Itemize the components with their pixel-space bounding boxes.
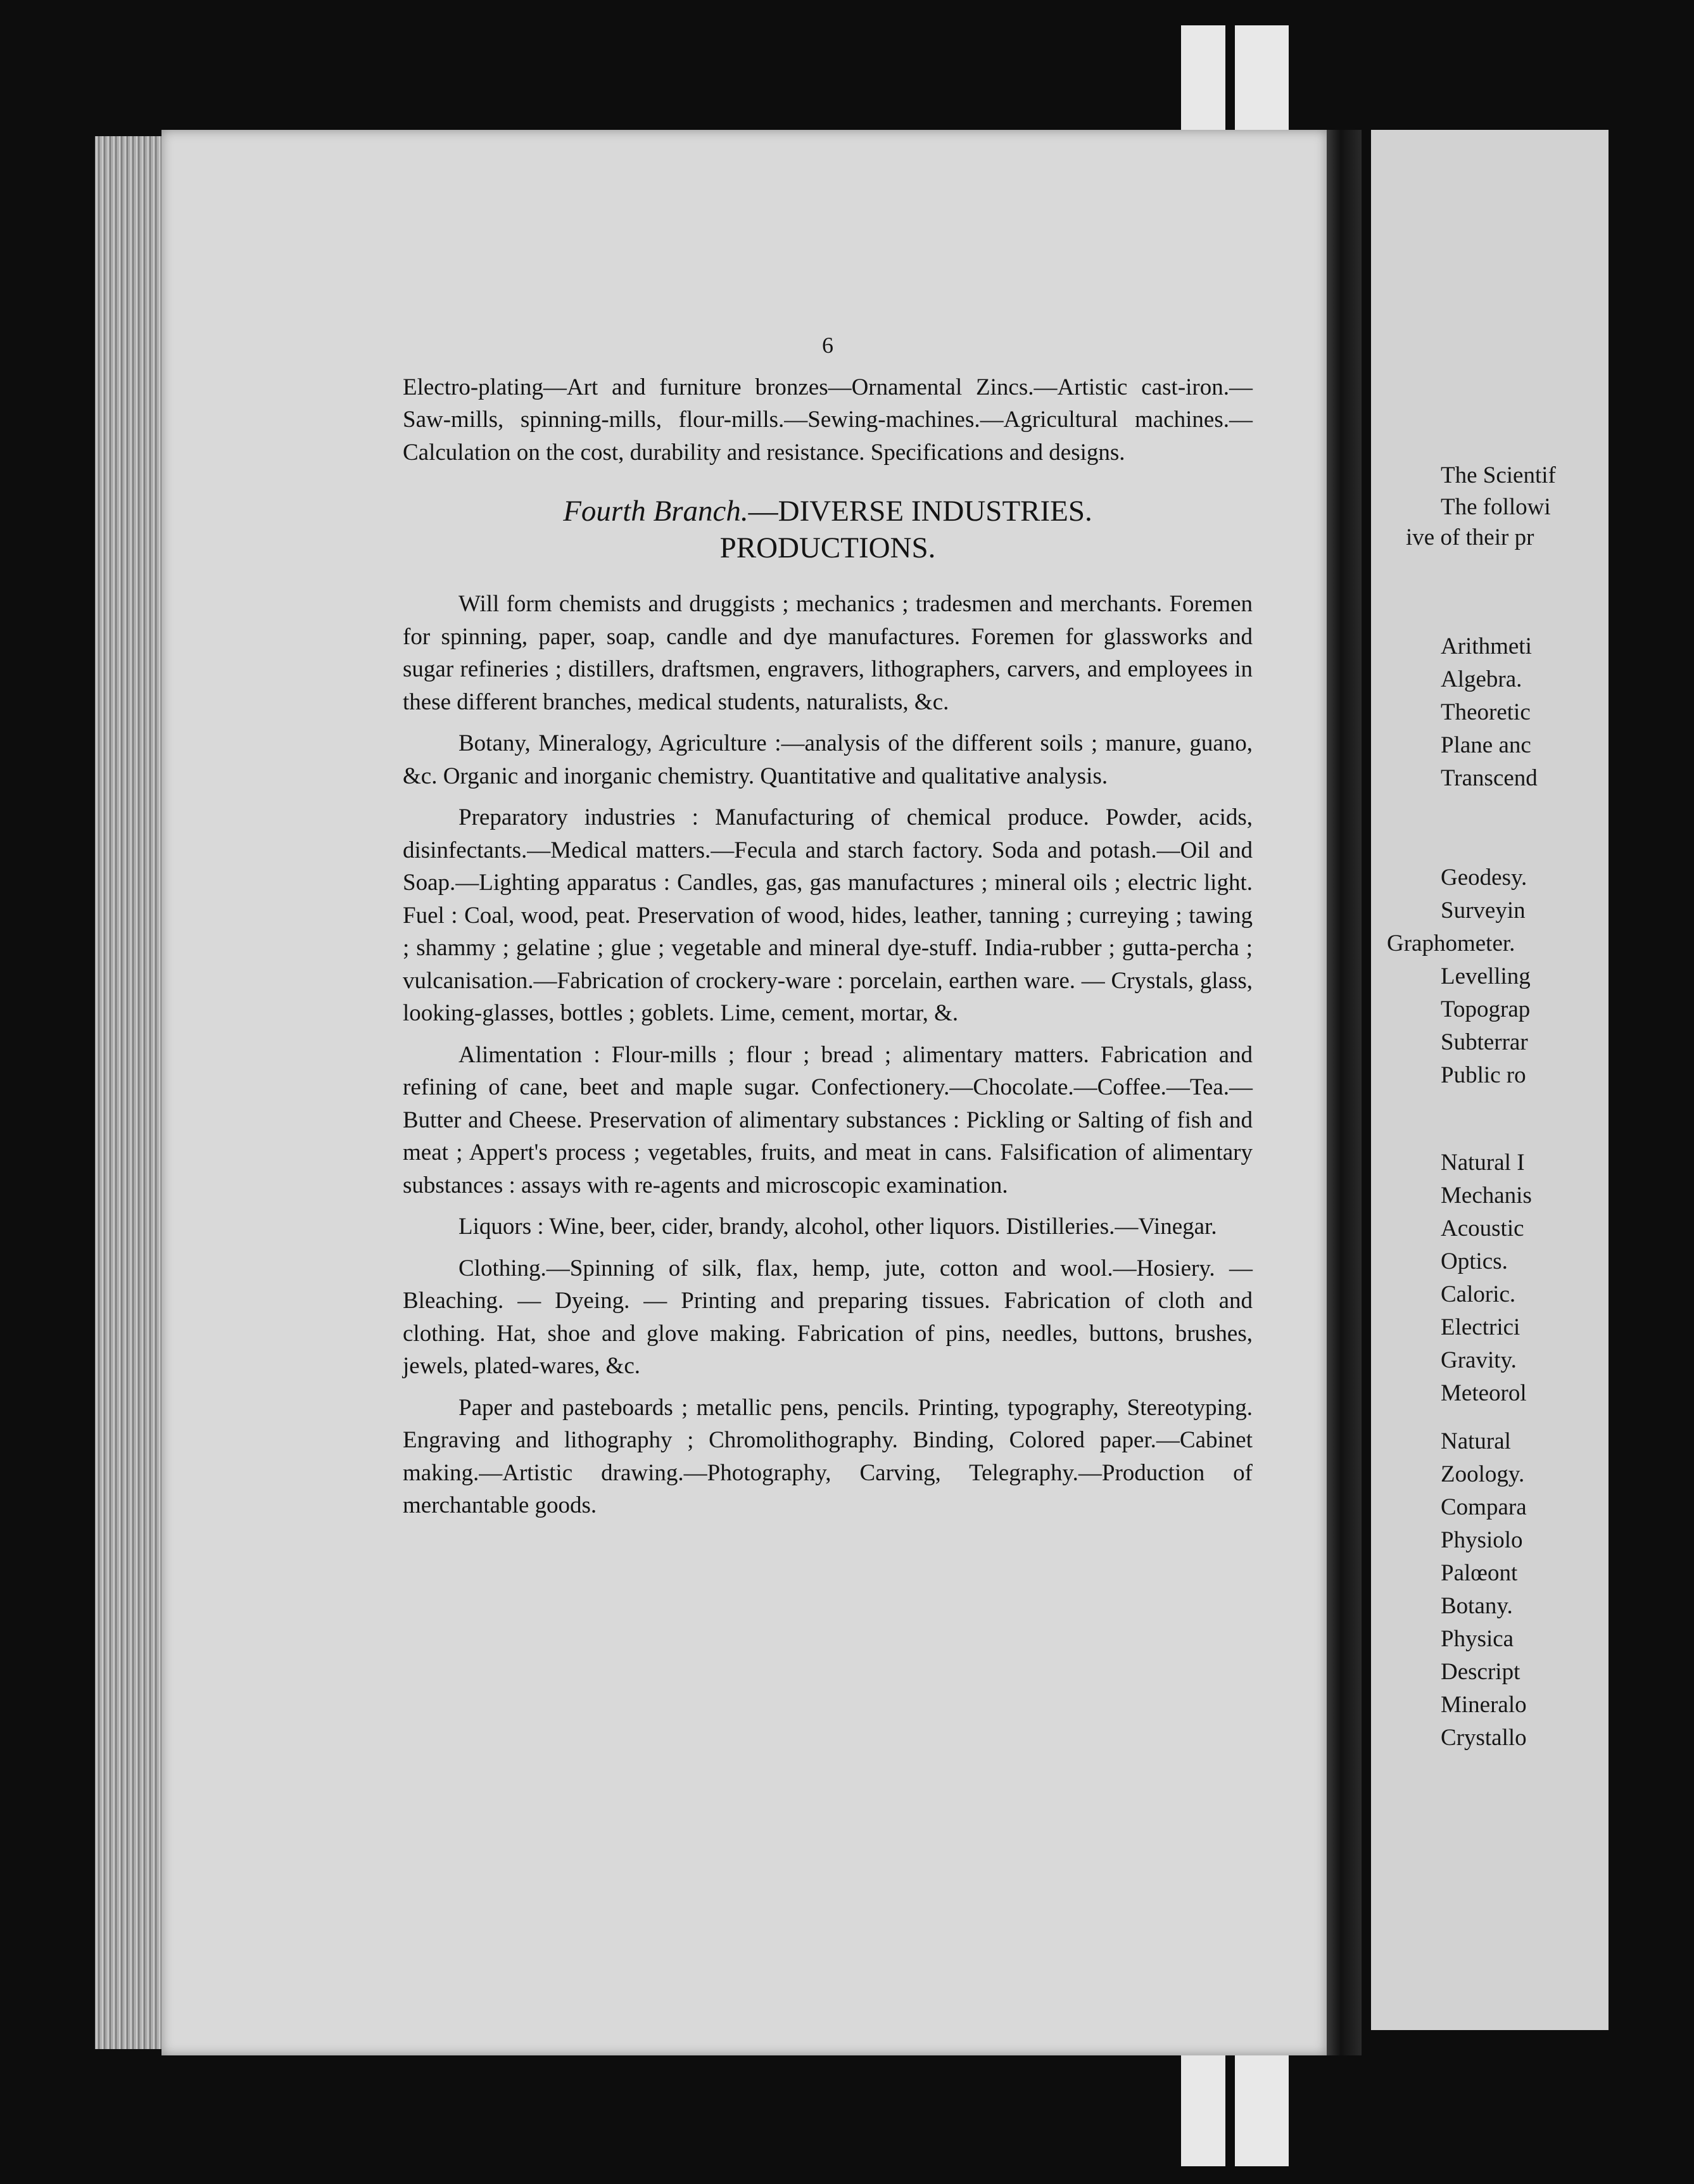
section-heading — [403, 493, 1253, 566]
page-tab — [1181, 25, 1225, 133]
right-list-item: Botany. — [1441, 1593, 1513, 1619]
page-text — [403, 329, 1253, 1522]
heading-title: —DIVERSE INDUSTRIES. — [748, 495, 1092, 528]
right-list-item: Geodesy. — [1441, 865, 1527, 891]
continuation-paragraph: Electro-plating—Art and furniture bronzes—Ornamental Zincs.—Artistic cast-iron.—Saw-mills, spinning-mills, flour-mills.—Sewing-machines.—Agricultural machines.—Calculation on the cost, durability and resistance. Specifications and designs. — [403, 374, 1253, 466]
paragraph: Liquors : Wine, beer, cider, brandy, alcohol, other liquors. Distilleries.—Vinegar. — [458, 1214, 1217, 1240]
right-list-item: Acoustic — [1441, 1216, 1524, 1241]
right-list-item: Descript — [1441, 1659, 1520, 1685]
right-list-item: Crystallo — [1441, 1725, 1527, 1751]
right-intro-line: The Scientif — [1441, 462, 1556, 488]
right-list-item: Gravity. — [1441, 1347, 1517, 1373]
branch-label: Fourth Branch. — [563, 495, 749, 528]
right-list-item: Surveyin — [1441, 898, 1526, 924]
right-list-item: Natural — [1441, 1428, 1511, 1454]
right-list-item: Levelling — [1441, 963, 1531, 989]
heading-subtitle: PRODUCTIONS. — [719, 531, 936, 564]
right-list-item: Physiolo — [1441, 1527, 1523, 1553]
right-intro-line: ive of their pr — [1406, 524, 1534, 550]
right-list-item: Zoology. — [1441, 1461, 1525, 1487]
paragraph: Paper and pasteboards ; metallic pens, pencils. Printing, typography, Stereotyping. Engraving and lithography ; Chromolithography. Binding, Colored paper.—Cabinet making.—Artistic drawing.—Photography, Carving, Telegraphy.—Production of merchantable goods. — [403, 1394, 1253, 1518]
right-list-item: Algebra. — [1441, 666, 1522, 692]
right-list-item: Natural I — [1441, 1150, 1525, 1176]
right-list-item: Optics. — [1441, 1248, 1508, 1274]
right-list-item: Subterrar — [1441, 1029, 1528, 1055]
page-number: 6 — [822, 333, 833, 358]
paragraph: Will form chemists and druggists ; mechanics ; tradesmen and merchants. Foremen for spinning, paper, soap, candle and dye manufactures. Foremen for glassworks and sugar refineries ; distillers, draftsmen, engravers, lithographers, carvers, and employees in these different branches, medical students, naturalists, &c. — [403, 591, 1253, 715]
right-list-item: Public ro — [1441, 1062, 1526, 1088]
right-list-item: Compara — [1441, 1494, 1527, 1520]
right-list-item: Meteorol — [1441, 1380, 1527, 1406]
right-list-item: Transcend — [1441, 765, 1538, 791]
page-tab — [1181, 2046, 1225, 2166]
paragraph: Botany, Mineralogy, Agriculture :—analysis of the different soils ; manure, guano, &c. Organic and inorganic chemistry. Quantitative and qualitative analysis. — [403, 730, 1253, 789]
right-list-item: Palœont — [1441, 1560, 1518, 1586]
right-page-text — [1387, 456, 1609, 1850]
page-tab — [1235, 25, 1289, 133]
right-list-item: Mineralo — [1441, 1692, 1527, 1718]
right-list-item: Caloric. — [1441, 1281, 1516, 1307]
paragraph: Alimentation : Flour-mills ; flour ; bread ; alimentary matters. Fabrication and refining of cane, beet and maple sugar. Confectionery.—Chocolate.—Coffee.—Tea.—Butter and Cheese. Preservation of alimentary substances : Pickling or Salting of fish and meat ; Appert's process ; vegetables, fruits, and meat in cans. Falsification of alimentary substances : assays with re-agents and microscopic examination. — [403, 1041, 1253, 1198]
right-list-item: Physica — [1441, 1626, 1514, 1652]
right-list-item: Electrici — [1441, 1314, 1520, 1340]
paragraph: Preparatory industries : Manufacturing of chemical produce. Powder, acids, disinfectants.—Medical matters.—Fecula and starch factory. Soda and potash.—Oil and Soap.—Lighting apparatus : Candles, gas, gas manufactures ; mineral oils ; electric light. Fuel : Coal, wood, peat. Preservation of wood, hides, leather, tanning ; curreying ; tawing ; shammy ; gelatine ; glue ; vegetable and mineral dye-stuff. India-rubber ; gutta-percha ; vulcanisation.—Fabrication of crockery-ware : porcelain, earthen ware. — Crystals, glass, looking-glasses, bottles ; goblets. Lime, cement, mortar, &. — [403, 804, 1253, 1026]
book-gutter — [1327, 130, 1362, 2055]
right-list-item: Graphometer. — [1387, 930, 1515, 956]
paragraph: Clothing.—Spinning of silk, flax, hemp, jute, cotton and wool.—Hosiery. — Bleaching. — Dyeing. — Printing and preparing tissues. Fabrication of cloth and clothing. Hat, shoe and glove making. Fabrication of pins, needles, buttons, brushes, jewels, plated-wares, &c. — [403, 1255, 1253, 1379]
right-intro-line: The followi — [1441, 494, 1551, 520]
page-tab — [1235, 2046, 1289, 2166]
right-list-item: Plane anc — [1441, 732, 1531, 758]
right-list-item: Arithmeti — [1441, 633, 1532, 659]
right-list-item: Theoretic — [1441, 699, 1531, 725]
right-list-item: Mechanis — [1441, 1183, 1532, 1209]
right-list-item: Topograp — [1441, 996, 1531, 1022]
